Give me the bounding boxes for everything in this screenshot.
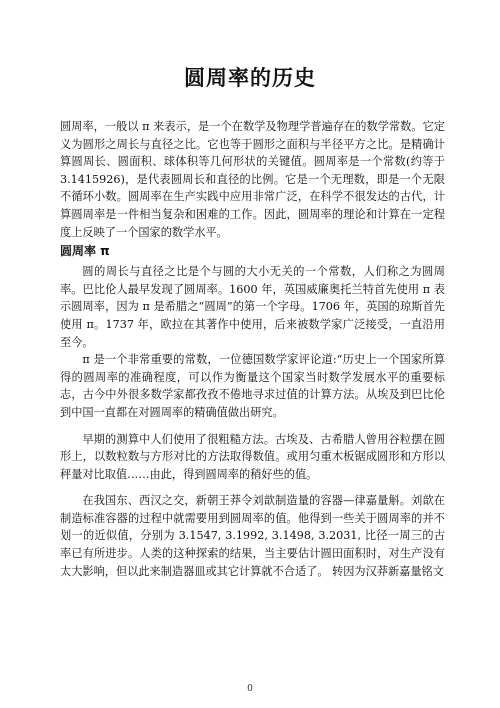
section-heading: 圆周率 π [60,244,110,259]
body-paragraph: π 是一个非常重要的常数，一位德国数学家评论道:“历史上一个国家所算得的圆周率的准确程度，可以作为衡量这个国家当时数学发展水平的重要标志，古今中外很多数学家都孜孜不倦地寻求过值的计算方法。从埃及到巴比伦到中国一直都在对圆周率的精确值做出研究。 [60,353,445,419]
document-title: 圆周率的历史 [184,66,316,90]
intro-paragraph: 圆周率，一般以 π 来表示，是一个在数学及物理学普遍存在的数学常数。它定义为圆形之周长与直径之比。它也等于圆形之面积与半径平方之比。是精确计算圆周长、圆面积、球体积等几何形状的关键值。圆周率是一个常数(约等于 3.1415926)，是代表圆周长和直径的比例。它是一个无理数，即是一个无限不循环小数。圆周率在生产实践中应用非常广泛，在科学不很发达的古代，计算圆周率是一件相当复杂和困难的工作。因此，圆周率的理论和计算在一定程度上反映了一个国家的数学水平。 [60,120,445,239]
body-paragraph: 早期的测算中人们使用了很粗糙方法。古埃及、古希腊人曾用谷粒摆在圆形上，以数粒数与方形对比的方法取得数值。或用匀重木板锯成圆形和方形以秤量对比取值……由此，得到圆周率的稍好些的值。 [60,432,445,481]
page-number: 0 [247,684,253,694]
paragraph-gap [60,422,445,431]
document-body [60,118,445,580]
body-paragraph: 在我国东、西汉之交，新朝王莽令刘歆制造量的容器—律嘉量斛。刘歆在制造标准容器的过程中就需要用到圆周率的值。他得到一些关于圆周率的并不划一的近似值，分别为 3.1547, 3.1992, 3.1498, 3.2031, 比径一周三的古率已有所进步。人类的这种探索的结果，当主要估计圆田面积时，对生产没有太大影响，但以此来制造器皿或其它计算就不合适了。 转因为汉莽新嘉量铭文 [60,494,445,578]
body-paragraph: 圆的周长与直径之比是个与圆的大小无关的一个常数，人们称之为圆周率。巴比伦人最早发现了圆周率。1600 年，英国威廉奥托兰特首先使用 π 表示圆周率，因为 π 是希腊之“圆周”的第一个字母。1706 年，英国的琼斯首先使用 π。1737 年，欧拉在其著作中使用，后来被数学家广泛接受，一直沿用至今。 [60,265,445,349]
paragraph-gap [60,483,445,492]
